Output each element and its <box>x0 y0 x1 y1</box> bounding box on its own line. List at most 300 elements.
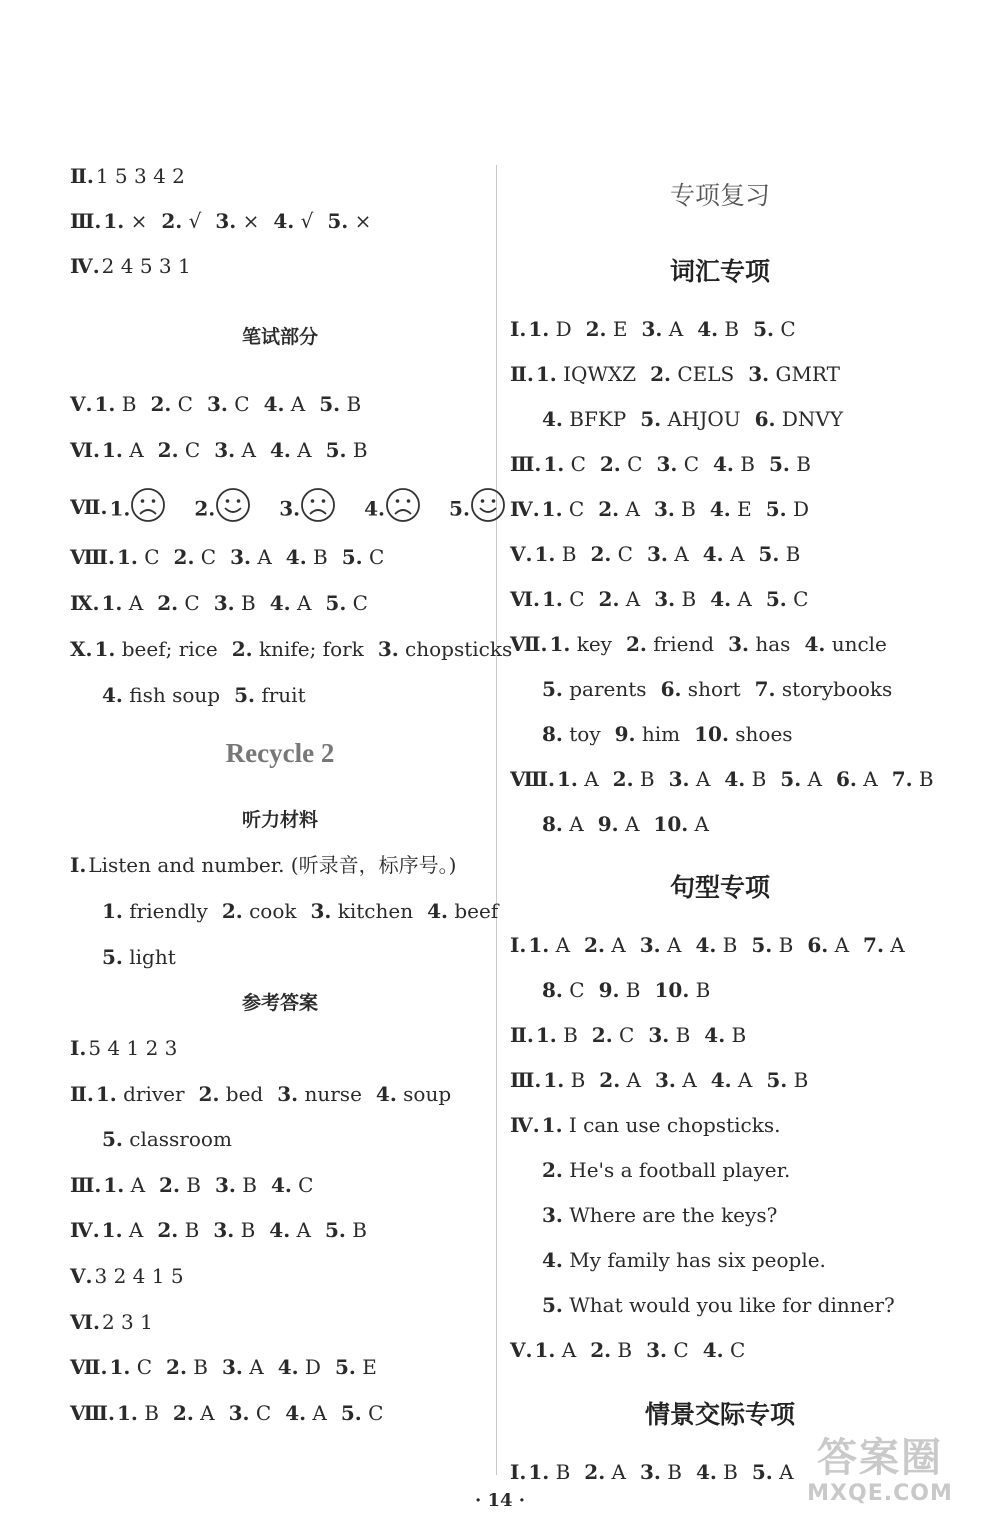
item-answer: B <box>633 767 655 791</box>
item-number: 2. <box>590 542 612 566</box>
item-number: 5. <box>758 542 780 566</box>
answer-item <box>278 1355 321 1379</box>
watermark <box>780 1435 980 1515</box>
answer-item <box>724 767 766 791</box>
answer-item <box>528 1460 570 1484</box>
roman-numeral: Ⅱ. <box>70 164 94 188</box>
answer-item <box>229 1401 272 1425</box>
answer-line <box>510 450 811 478</box>
answer-line <box>70 943 176 971</box>
item-answer: I can use chopsticks. <box>562 1113 781 1137</box>
item-answer: C <box>171 392 193 416</box>
item-number: 4. <box>704 1023 726 1047</box>
item-number: 1. <box>116 545 138 569</box>
item-number: 1. <box>543 452 565 476</box>
roman-numeral: Ⅳ. <box>70 1218 100 1243</box>
item-answer: B <box>725 1023 747 1047</box>
answer-item <box>159 1173 201 1197</box>
item-answer: friend <box>646 632 715 656</box>
answer-item <box>117 1401 159 1425</box>
answer-item <box>598 497 640 521</box>
answer-line <box>70 436 368 464</box>
item-answer: A <box>193 1400 215 1425</box>
item-number: 3. <box>648 1023 670 1047</box>
item-number: 9. <box>614 722 636 746</box>
item-answer: A <box>555 1338 577 1362</box>
item-answer: B <box>234 591 256 615</box>
item-number: 1. <box>528 317 550 341</box>
roman-numeral: Ⅴ. <box>510 1338 533 1362</box>
item-answer: A <box>731 587 752 611</box>
section-title-review: 专项复习 <box>669 181 770 210</box>
answer-item <box>542 1248 826 1272</box>
item-number: 5. <box>768 452 790 476</box>
section-heading-answers: 参考答案 <box>241 992 318 1014</box>
answer-item <box>102 1218 144 1242</box>
faces-line <box>70 487 534 530</box>
item-answer: C <box>723 1338 746 1362</box>
item-answer: A <box>883 933 905 957</box>
answer-item <box>536 362 636 386</box>
answer-item <box>863 933 905 957</box>
answer-line <box>510 1246 826 1274</box>
item-answer: B <box>555 542 577 566</box>
answer-item <box>277 1082 362 1106</box>
answer-item <box>325 1218 367 1242</box>
item-number: 2. <box>599 1068 621 1092</box>
answer-item <box>655 978 711 1002</box>
answer-item <box>710 587 752 611</box>
item-number: 2. <box>590 1338 612 1362</box>
item-number: 4. <box>269 1218 291 1243</box>
answer-item <box>166 1355 208 1379</box>
item-number: 5. <box>640 407 662 431</box>
item-answer: C <box>677 452 700 476</box>
roman-numeral: Ⅶ. <box>70 1355 108 1380</box>
item-number: 1. <box>543 1068 565 1092</box>
item-number: 6. <box>835 767 857 791</box>
answer-item <box>102 683 220 707</box>
answer-item <box>269 1218 311 1242</box>
item-number: 1. <box>528 1460 550 1484</box>
answer-item <box>549 632 612 656</box>
answer-item <box>599 978 641 1002</box>
answer-line <box>510 1021 746 1049</box>
item-answer: GMRT <box>769 362 840 386</box>
answer-item <box>755 407 843 431</box>
item-number: 4. <box>702 542 724 566</box>
answer-item <box>543 1068 585 1092</box>
item-answer: C <box>194 545 217 569</box>
item-answer: AHJOU <box>661 407 741 431</box>
answer-line <box>70 543 384 571</box>
item-number: 3. <box>654 587 676 611</box>
answer-item <box>640 407 740 431</box>
answer-item <box>542 1293 895 1317</box>
item-number: 3. <box>639 933 661 957</box>
answer-item <box>598 812 640 836</box>
item-answer: B <box>669 1023 691 1047</box>
item-answer: √ <box>182 209 202 233</box>
answer-item <box>341 1401 384 1425</box>
answer-item <box>319 392 361 416</box>
item-number: 4. <box>695 1460 717 1484</box>
item-number: 3. <box>542 1203 563 1227</box>
item-answer: A <box>856 767 878 791</box>
answer-item <box>207 392 250 416</box>
answer-line <box>510 405 843 433</box>
answer-line <box>70 390 361 418</box>
item-answer: B <box>556 1023 578 1047</box>
answer-line <box>510 1336 745 1364</box>
item-number: 2. <box>157 438 179 462</box>
answer-item <box>599 587 641 611</box>
item-number: 5. <box>325 438 347 462</box>
answer-item <box>310 899 413 923</box>
happy-face-icon <box>470 487 506 530</box>
answer-item <box>646 1338 689 1362</box>
item-number: 7. <box>754 677 776 701</box>
item-number: 3. <box>654 1068 676 1092</box>
sad-face-icon <box>300 487 336 530</box>
item-number: 2. <box>599 452 621 476</box>
answer-item <box>542 587 585 611</box>
answer-item <box>286 545 328 569</box>
item-number: 4. <box>724 767 746 791</box>
roman-numeral: Ⅵ. <box>510 587 540 611</box>
item-answer: C <box>178 438 201 462</box>
answer-line <box>510 1111 780 1139</box>
answer-line <box>70 1308 153 1336</box>
item-number: 8. <box>542 978 563 1002</box>
item-number: 2. <box>173 545 195 569</box>
item-number: 4. <box>695 933 717 957</box>
answer-item <box>542 1113 781 1137</box>
item-number: 4. <box>277 1355 299 1380</box>
item-answer: A <box>619 497 640 521</box>
item-number: 2. <box>159 1172 180 1197</box>
item-number: 5. <box>327 209 349 233</box>
item-number: 3. <box>228 1400 250 1425</box>
roman-numeral: Ⅷ. <box>70 1400 115 1425</box>
item-number: 2. <box>625 632 647 656</box>
item-answer: C <box>291 1172 314 1197</box>
item-number: 1. <box>541 1113 563 1137</box>
item-number: 2. <box>161 209 183 233</box>
item-number: 3. <box>668 767 690 791</box>
item-number: 5. <box>751 933 773 957</box>
item-answer: A <box>306 1400 327 1425</box>
answer-item <box>273 209 313 233</box>
item-answer: A <box>290 438 312 462</box>
item-number: 2. <box>221 899 243 923</box>
answer-line <box>70 851 456 879</box>
answer-item <box>378 637 512 661</box>
item-answer: A <box>242 1355 264 1380</box>
item-number: 4. <box>269 438 291 462</box>
roman-numeral: Ⅴ. <box>510 542 533 566</box>
item-answer: A <box>122 1218 144 1243</box>
item-number: 9. <box>598 978 620 1002</box>
answer-line <box>510 495 809 523</box>
item-answer: knife; fork <box>252 637 364 661</box>
item-answer: B <box>716 1460 738 1484</box>
item-number: 1. <box>101 438 123 462</box>
roman-numeral: Ⅲ. <box>510 1068 542 1092</box>
item-number: 4. <box>102 683 123 707</box>
line-text: 5 4 1 2 3 <box>88 1036 178 1060</box>
item-number: 4. <box>804 632 826 656</box>
item-answer: C <box>562 497 585 521</box>
answer-item <box>214 591 256 615</box>
item-answer: B <box>186 1355 208 1380</box>
item-answer: A <box>284 392 306 416</box>
item-number: 5. <box>319 392 341 416</box>
item-number: 2. <box>198 1081 220 1106</box>
item-number: 2. <box>172 1400 194 1425</box>
answer-item <box>592 1023 635 1047</box>
answer-item <box>213 1218 255 1242</box>
answer-line <box>70 1262 184 1290</box>
item-answer: beef <box>447 899 499 923</box>
item-answer: A <box>549 933 571 957</box>
answer-item <box>641 317 683 341</box>
answer-item <box>222 899 297 923</box>
item-answer: Where are the keys? <box>562 1203 778 1227</box>
item-number: 2. <box>598 497 620 521</box>
item-number: 8. <box>542 812 563 836</box>
answer-item <box>232 637 364 661</box>
item-answer: fruit <box>254 683 306 707</box>
answer-item <box>543 452 586 476</box>
item-number: 3. <box>230 545 251 569</box>
answer-item <box>528 317 571 341</box>
item-number: 1. <box>534 1338 556 1362</box>
item-answer: A <box>604 933 626 957</box>
answer-item <box>270 438 312 462</box>
answer-item <box>626 632 714 656</box>
answer-item <box>542 407 626 431</box>
answer-line <box>510 720 793 748</box>
item-answer: B <box>549 1460 571 1484</box>
roman-numeral: Ⅱ. <box>510 362 534 386</box>
item-number: 1. <box>109 496 131 521</box>
item-answer: DNVY <box>775 407 844 431</box>
answer-item <box>654 587 696 611</box>
answer-item <box>534 542 576 566</box>
item-answer: B <box>675 587 697 611</box>
item-answer: B <box>716 933 738 957</box>
answer-line <box>510 1066 808 1094</box>
answer-line <box>510 315 796 343</box>
answer-item <box>536 1023 578 1047</box>
item-number: 5. <box>234 683 255 707</box>
answer-item <box>584 933 626 957</box>
answer-item <box>264 392 306 416</box>
answer-item <box>892 767 934 791</box>
item-answer: D <box>786 497 810 521</box>
answer-item <box>234 683 306 707</box>
item-number: 5. <box>324 1218 346 1243</box>
item-answer: B <box>137 1400 159 1425</box>
roman-numeral: Ⅰ. <box>510 317 527 341</box>
answer-item <box>222 1355 264 1379</box>
answer-item <box>586 317 628 341</box>
item-number: 4. <box>269 591 291 615</box>
item-answer: C <box>137 545 160 569</box>
answer-item <box>703 1338 746 1362</box>
roman-numeral: Ⅹ. <box>70 637 93 661</box>
answer-item <box>102 1127 232 1151</box>
item-number: 3. <box>748 362 770 386</box>
roman-numeral: Ⅰ. <box>510 933 527 957</box>
item-answer: C <box>774 317 796 341</box>
item-number: 3. <box>656 452 678 476</box>
item-number: 9. <box>597 812 619 836</box>
item-number: 4. <box>710 1068 732 1092</box>
column-divider <box>496 165 497 1475</box>
answer-line <box>510 675 892 703</box>
item-number: 2. <box>166 1355 187 1380</box>
item-answer: C <box>612 1023 635 1047</box>
item-answer: C <box>667 1338 689 1362</box>
item-answer: A <box>620 1068 641 1092</box>
roman-numeral: Ⅵ. <box>70 1309 100 1334</box>
roman-numeral: Ⅰ. <box>510 1460 527 1484</box>
item-number: 3. <box>207 392 228 416</box>
answer-line <box>70 1216 367 1244</box>
line-text: 1 5 3 4 2 <box>95 164 185 188</box>
answer-item <box>696 1460 738 1484</box>
item-number: 1. <box>94 637 116 661</box>
answer-line <box>70 681 306 709</box>
item-answer: friendly <box>122 899 208 923</box>
answer-item <box>174 545 217 569</box>
answer-item <box>102 945 176 969</box>
answer-item <box>94 637 217 661</box>
answer-line <box>510 1458 794 1486</box>
answer-item <box>376 1082 451 1106</box>
answer-line <box>70 1034 177 1062</box>
answer-item <box>613 767 655 791</box>
answer-item <box>713 452 755 476</box>
roman-numeral: Ⅱ. <box>70 1081 94 1106</box>
answer-line <box>70 635 512 663</box>
answer-line <box>70 207 371 235</box>
item-answer: B <box>235 1172 257 1197</box>
answer-item <box>270 591 312 615</box>
item-number: 1. <box>528 933 550 957</box>
page-number: · 14 · <box>474 1490 526 1511</box>
item-number: 5. <box>751 1460 773 1484</box>
answer-item <box>542 497 585 521</box>
item-number: 2. <box>612 767 634 791</box>
item-answer: storybooks <box>775 677 893 701</box>
item-answer: B <box>787 1068 809 1092</box>
item-answer: A <box>689 767 711 791</box>
item-answer: A <box>250 545 272 569</box>
roman-numeral: Ⅰ. <box>70 1036 87 1060</box>
item-answer: uncle <box>825 632 887 656</box>
item-number: 4. <box>697 317 719 341</box>
item-number: 5. <box>765 497 787 521</box>
item-number: 1. <box>94 392 116 416</box>
item-answer: A <box>828 933 850 957</box>
item-answer: C <box>227 392 250 416</box>
sad-face-icon <box>130 487 166 530</box>
item-number: 2. <box>598 587 620 611</box>
answer-line <box>510 630 887 658</box>
roman-numeral: Ⅷ. <box>510 767 555 791</box>
item-answer: short <box>681 677 741 701</box>
item-answer: C <box>611 542 633 566</box>
answer-line <box>70 1080 451 1108</box>
answer-item <box>647 542 689 566</box>
item-answer: B <box>345 1218 367 1243</box>
section-heading-sentence: 句型专项 <box>669 873 770 902</box>
sad-face-icon <box>385 487 421 530</box>
answer-item <box>703 542 745 566</box>
answer-item <box>650 362 734 386</box>
answer-item <box>542 978 585 1002</box>
item-number: 10. <box>653 812 689 836</box>
section-heading-vocab: 词汇专项 <box>669 257 770 286</box>
answer-line <box>70 897 498 925</box>
item-number: 2. <box>650 362 671 386</box>
item-number: 6. <box>807 933 829 957</box>
item-number: 1. <box>102 899 123 923</box>
item-answer: A <box>801 767 822 791</box>
item-number: 5. <box>102 1127 123 1152</box>
answer-line <box>70 252 191 280</box>
item-answer: driver <box>116 1081 185 1106</box>
item-number: 3. <box>215 209 237 233</box>
item-number: 1. <box>101 1218 123 1243</box>
item-number: 5. <box>449 496 470 521</box>
item-number: 6. <box>754 407 776 431</box>
item-number: 3. <box>641 317 663 341</box>
item-answer: B <box>733 452 755 476</box>
item-number: 4. <box>713 452 734 476</box>
item-answer: A <box>290 1218 311 1243</box>
item-number: 1. <box>103 209 125 233</box>
answer-item <box>769 452 811 476</box>
item-answer: parents <box>562 677 647 701</box>
item-answer: A <box>660 933 682 957</box>
item-number: 1. <box>535 362 557 386</box>
item-number: 5. <box>780 767 802 791</box>
answer-item <box>694 722 792 746</box>
item-answer: shoes <box>728 722 793 746</box>
item-answer: C <box>178 591 200 615</box>
answer-item <box>584 1460 626 1484</box>
answer-item <box>753 317 796 341</box>
item-answer: × <box>236 209 260 233</box>
item-answer: E <box>606 317 628 341</box>
item-number: 2. <box>542 1158 563 1182</box>
item-number: 3. <box>653 497 675 521</box>
item-number: 5. <box>334 1355 356 1380</box>
watermark-logo-text: 答案圈 <box>817 1435 943 1481</box>
item-answer: C <box>346 591 368 615</box>
answer-item <box>215 209 259 233</box>
answer-item <box>748 362 840 386</box>
answer-item <box>704 1023 746 1047</box>
item-answer: × <box>348 209 372 233</box>
item-number: 5. <box>340 1400 362 1425</box>
item-answer: B <box>689 978 711 1002</box>
item-answer: √ <box>294 209 314 233</box>
